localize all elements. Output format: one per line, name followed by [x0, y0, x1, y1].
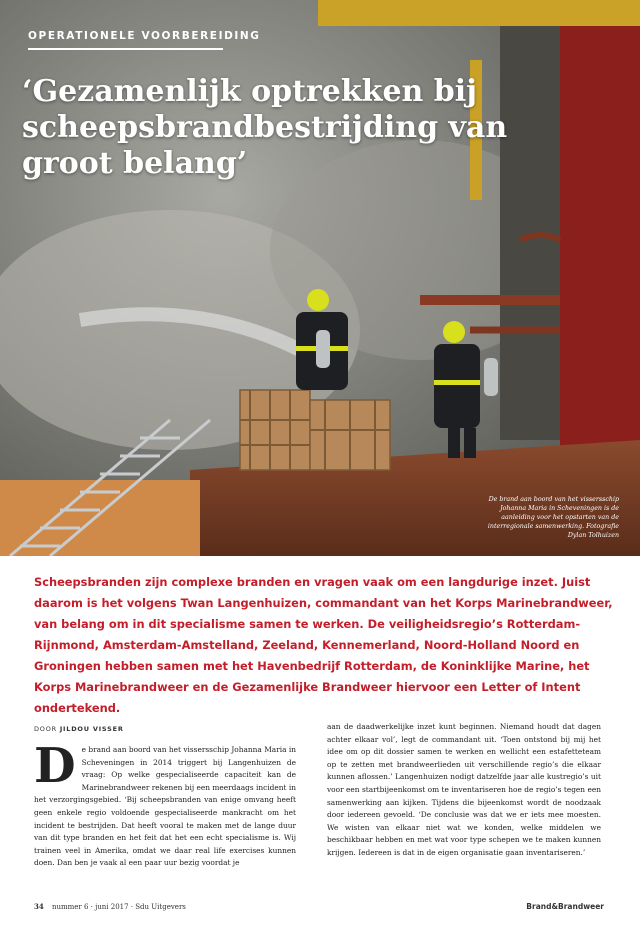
section-label: OPERATIONELE VOORBEREIDING — [28, 30, 261, 42]
byline-prefix: DOOR — [34, 725, 57, 733]
page-number: 34 — [34, 902, 44, 911]
issue-info: nummer 6 · juni 2017 · Sdu Uitgevers — [51, 903, 186, 911]
photo-caption: De brand aan boord van het vissersschip Johanna Maria in Scheveningen is de aanleiding voor het opstarten van de interregionale samenwerking. Fotografie Dylan Tolhuizen — [487, 496, 619, 539]
dropcap: D — [34, 738, 76, 794]
section-rule — [28, 48, 223, 50]
body-column-1-text: e brand aan boord van het vissersschip Johanna Maria in Scheveningen in 2014 triggert bij Langenhuizen de vraag: Op welke gespecialiseerde capaciteit kan de Marinebrandweer rekenen bij een meerdaags incident in het verzorgingsgebied. ‘Bij scheepsbranden van enige omvang heeft geen enkele regio voldoende gespecialiseerde mankracht om het incident te bestrijden. Dat heeft vooral te maken met de lange duur van dit type branden en het feit dat het een echt specialisme is. Wij trainen veel in Amerika, omdat we daar real life exercises kunnen doen. Dan ben je vaak al een paar uur bezig voordat je — [34, 745, 296, 868]
body-column-2: aan de daadwerkelijke inzet kunt beginnen. Niemand houdt dat dagen achter elkaar vol’, legt de commandant uit. ‘Toen ontstond bij mij het idee om op dit dossier samen te werken en wellicht een estafetteteam op te zetten met brandweerlieden uit verschillende regio’s die elkaar kunnen aflossen.’ Langenhuizen nodigt datzelfde jaar alle kustregio’s uit voor een startbijeenkomst om te inventariseren hoe de regio’s tegen een samenwerking aan kijken. Tijdens die bijeenkomst wordt de noodzaak door iedereen gevoeld. ‘De conclusie was dat we er iets mee moesten. We wisten van elkaar niet wat we konden, welke middelen we beschikbaar hebben en met wat voor type schepen we te maken kunnen krijgen. Iedereen is dat in de eigen organisatie gaan inventariseren.’ — [327, 722, 601, 857]
magazine-brand: Brand&Brandweer — [526, 902, 604, 911]
page-footer — [34, 902, 604, 911]
byline-author: JILDOU VISSER — [59, 725, 124, 733]
byline — [34, 725, 124, 733]
headline: ‘Gezamenlijk optrekken bij scheepsbrandbestrijding van groot belang’ — [22, 74, 508, 181]
intro-paragraph: Scheepsbranden zijn complexe branden en vragen vaak om een langdurige inzet. Juist daarom is het volgens Twan Langenhuizen, commandant van het Korps Marinebrandweer, van belang om in dit specialisme samen te werken. De veiligheidsregio’s Rotterdam-Rijnmond, Amsterdam-Amstelland, Zeeland, Kennemerland, Noord-Holland Noord en Groningen hebben samen met het Havenbedrijf Rotterdam, de Koninklijke Marine, het Korps Marinebrandweer en de Gezamenlijke Brandweer hiervoor een Letter of Intent ondertekend. — [34, 575, 613, 715]
body-column-1 — [34, 738, 296, 870]
